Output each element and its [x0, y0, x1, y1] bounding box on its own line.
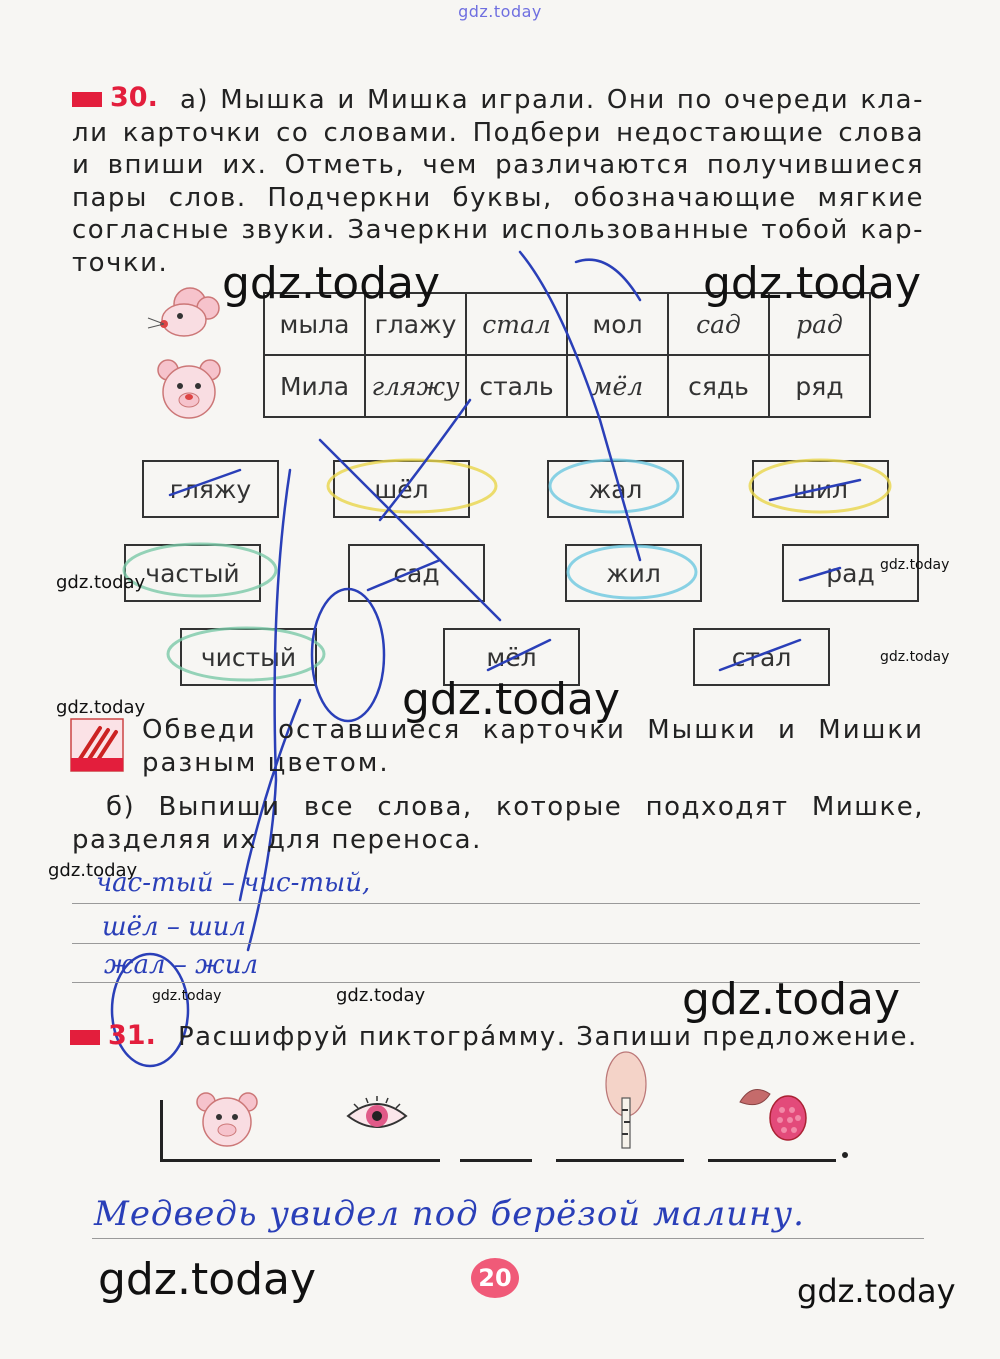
- task-30-line: и впиши их. Отметь, чем различаются получившиеся: [72, 150, 924, 180]
- answer-rule: [72, 903, 920, 904]
- watermark: gdz.today: [880, 557, 950, 573]
- watermark: gdz.today: [56, 697, 146, 718]
- watermark: gdz.today: [222, 258, 441, 309]
- task-31-number: 31.: [108, 1020, 156, 1051]
- watermark: gdz.today: [56, 572, 146, 593]
- word-card: гляжу: [142, 460, 279, 518]
- task-30-line: согласные звуки. Зачеркни использованные тобой кар-: [72, 215, 924, 245]
- word-card: мёл: [443, 628, 580, 686]
- circle-instruction-line: разным цветом.: [142, 748, 390, 778]
- task-30-line: точки.: [72, 247, 169, 278]
- watermark: gdz.today: [797, 1272, 956, 1310]
- blank-line: [556, 1159, 684, 1162]
- handwritten-sentence: Медведь увидел под берёзой малину.: [94, 1194, 805, 1234]
- answer-rule: [72, 943, 920, 944]
- watermark: gdz.today: [152, 988, 222, 1004]
- period-mark: [842, 1152, 848, 1158]
- page-number: 20: [471, 1258, 519, 1298]
- word-card: шил: [752, 460, 889, 518]
- table-cell: сталь: [466, 355, 567, 417]
- handwritten-answer: жал – жил: [104, 950, 258, 980]
- watermark: gdz.today: [880, 649, 950, 665]
- table-cell: глажу: [365, 293, 466, 355]
- word-card: сад: [348, 544, 485, 602]
- blank-line: [708, 1159, 836, 1162]
- word-card: шёл: [333, 460, 470, 518]
- table-cell-handwritten: сад: [668, 293, 769, 355]
- task-30-number: 30.: [110, 82, 158, 113]
- table-cell-handwritten: гляжу: [365, 355, 466, 417]
- watermark: gdz.today: [682, 974, 901, 1025]
- birch-tree-icon: [604, 1050, 648, 1150]
- raspberry-icon: [736, 1082, 810, 1144]
- circle-instruction-line: Обведи оставшиеся карточки Мышки и Мишки: [142, 715, 924, 745]
- table-cell: Мила: [264, 355, 365, 417]
- word-card: жал: [547, 460, 684, 518]
- task-31-title: Расшифруй пиктогра́мму. Запиши предложение.: [178, 1022, 918, 1052]
- task-31-marker: [70, 1030, 100, 1045]
- table-cell: сядь: [668, 355, 769, 417]
- table-cell-handwritten: рад: [769, 293, 870, 355]
- table-cell: ряд: [769, 355, 870, 417]
- word-card: стал: [693, 628, 830, 686]
- blank-line: [460, 1159, 532, 1162]
- watermark: gdz.today: [703, 258, 922, 309]
- bear-pictogram-icon: [192, 1090, 262, 1148]
- table-cell: мол: [567, 293, 668, 355]
- table-cell: мыла: [264, 293, 365, 355]
- top-watermark: gdz.today: [458, 2, 542, 21]
- watermark: gdz.today: [336, 985, 426, 1006]
- word-card: частый: [124, 544, 261, 602]
- part-b-line: разделяя их для переноса.: [72, 825, 482, 855]
- capital-letter-mark: [160, 1100, 163, 1162]
- handwritten-answer: шёл – шил: [102, 912, 247, 942]
- table-cell-handwritten: стал: [466, 293, 567, 355]
- task-30-line: ли карточки со словами. Подбери недостающие слова: [72, 117, 924, 148]
- pencils-icon: [70, 718, 124, 772]
- handwritten-answer: час-тый – чис-тый,: [96, 868, 371, 898]
- task-30-line: пары слов. Подчеркни буквы, обозначающие мягкие: [72, 182, 924, 213]
- word-card: жил: [565, 544, 702, 602]
- eye-icon: [344, 1094, 410, 1136]
- word-card: чистый: [180, 628, 317, 686]
- word-card: рад: [782, 544, 919, 602]
- watermark: gdz.today: [48, 860, 138, 881]
- task-30-line: а) Мышка и Мишка играли. Они по очереди кла-: [180, 85, 924, 115]
- blank-line: [160, 1159, 440, 1162]
- answer-rule: [92, 1238, 924, 1239]
- part-b-line: б) Выпиши все слова, которые подходят Мишке,: [106, 792, 924, 822]
- watermark: gdz.today: [402, 674, 621, 725]
- watermark: gdz.today: [98, 1254, 317, 1305]
- table-cell-handwritten: мёл: [567, 355, 668, 417]
